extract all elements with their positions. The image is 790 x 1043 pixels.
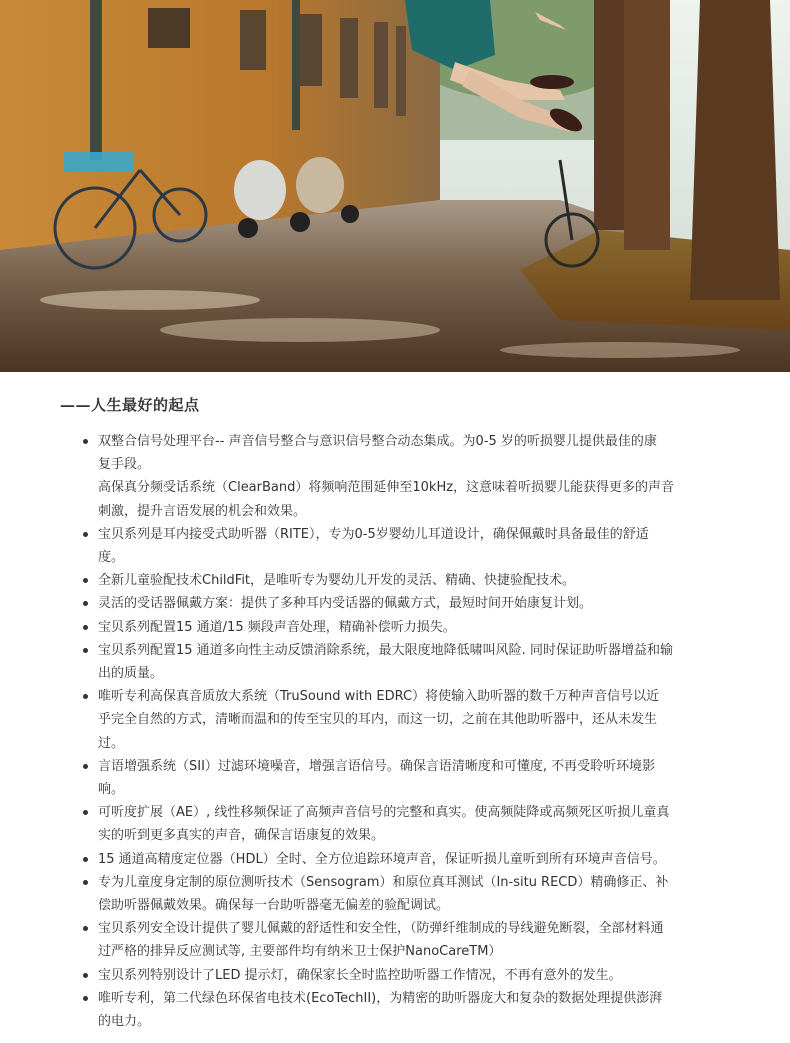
bullet-icon	[83, 973, 88, 978]
feature-text-line: 响。	[98, 782, 125, 798]
hero-photo	[0, 0, 790, 372]
feature-text-line: 可听度扩展（AE）, 线性移频保证了高频声音信号的完整和真实。使高频陡降或高频死区听损儿童真	[98, 805, 670, 821]
bullet-icon	[83, 764, 88, 769]
bullet-icon	[83, 694, 88, 699]
feature-text-line: 宝贝系列配置15 通道/15 频段声音处理，精确补偿听力损失。	[98, 619, 456, 635]
feature-list-item	[98, 755, 724, 801]
bullet-icon	[83, 439, 88, 444]
feature-text-line: 度。	[98, 550, 125, 566]
feature-text-line: 宝贝系列配置15 通道多向性主动反馈消除系统，最大限度地降低啸叫风险. 同时保证助听器增益和输	[98, 642, 673, 658]
feature-list-item	[98, 616, 724, 639]
street-photo-image	[0, 0, 790, 372]
feature-list-item	[98, 685, 724, 755]
feature-list	[98, 430, 724, 1033]
feature-list-item	[98, 871, 724, 917]
bullet-icon	[83, 880, 88, 885]
feature-text-line: 偿助听器佩戴效果。确保每一台助听器毫无偏差的验配调试。	[98, 898, 450, 914]
feature-text-line: 宝贝系列安全设计提供了婴儿佩戴的舒适性和安全性，（防弹纤维制成的导线避免断裂，全部材料通	[98, 921, 664, 937]
bullet-icon	[83, 926, 88, 931]
bullet-icon	[83, 625, 88, 630]
feature-text-line: 唯听专利高保真音质放大系统（TruSound with EDRC）将使输入助听器的数千万种声音信号以近	[98, 689, 660, 705]
feature-text-line: 过严格的排异反应测试等, 主要部件均有纳米卫士保护NanoCareTM）	[98, 944, 502, 960]
feature-text-line: 乎完全自然的方式，清晰而温和的传至宝贝的耳内，而这一切，之前在其他助听器中，还从未发生	[98, 712, 658, 728]
feature-list-item	[98, 801, 724, 847]
feature-list-item	[98, 639, 724, 685]
feature-list-item	[98, 917, 724, 963]
feature-text-line: 宝贝系列特别设计了LED 提示灯，确保家长全时监控助听器工作情况，不再有意外的发生。	[98, 967, 622, 983]
feature-list-item	[98, 430, 724, 523]
bullet-icon	[83, 648, 88, 653]
feature-text-line: 出的质量。	[98, 666, 164, 682]
feature-text-line: 过。	[98, 735, 125, 751]
bullet-icon	[83, 810, 88, 815]
bullet-icon	[83, 601, 88, 606]
feature-list-item	[98, 987, 724, 1033]
feature-text-line: 刺激，提升言语发展的机会和效果。	[98, 503, 307, 519]
feature-text-line: 高保真分频受话系统（ClearBand）将频响范围延伸至10kHz，这意味着听损婴儿能获得更多的声音	[98, 480, 675, 496]
feature-list-item	[98, 569, 724, 592]
feature-list-item	[98, 592, 724, 615]
feature-text-line: 宝贝系列是耳内接受式助听器（RITE），专为0-5岁婴幼儿耳道设计，确保佩戴时具备最佳的舒适	[98, 526, 649, 542]
feature-text-line: 的电力。	[98, 1014, 151, 1030]
feature-text-line: 15 通道高精度定位器（HDL）全时、全方位追踪环境声音，保证听损儿童听到所有环境声音信号。	[98, 851, 666, 867]
feature-list-item	[98, 848, 724, 871]
feature-text-line: 唯听专利，第二代绿色环保省电技术(EcoTechII)，为精密的助听器庞大和复杂的数据处理提供澎湃	[98, 990, 663, 1006]
feature-text-line: 实的听到更多真实的声音，确保言语康复的效果。	[98, 828, 385, 844]
feature-text-line: 灵活的受话器佩戴方案：提供了多种耳内受话器的佩戴方式，最短时间开始康复计划。	[98, 596, 593, 612]
feature-text-line: 全新儿童验配技术ChildFit，是唯听专为婴幼儿开发的灵活、精确、快捷验配技术。	[98, 573, 576, 589]
feature-list-item	[98, 523, 724, 569]
feature-text-line: 复手段。	[98, 457, 151, 473]
article-heading: ——人生最好的起点	[60, 396, 200, 414]
feature-text-line: 专为儿童度身定制的原位测听技术（Sensogram）和原位真耳测试（In-situ RECD）精确修正、补	[98, 874, 669, 890]
bullet-icon	[83, 996, 88, 1001]
bullet-icon	[83, 532, 88, 537]
feature-text-line: 言语增强系统（SII）过滤环境噪音，增强言语信号。确保言语清晰度和可懂度, 不再受聆听环境影	[98, 758, 656, 774]
bullet-icon	[83, 578, 88, 583]
feature-text-line: 双整合信号处理平台-- 声音信号整合与意识信号整合动态集成。为0-5 岁的听损婴儿提供最佳的康	[98, 434, 657, 449]
bullet-icon	[83, 857, 88, 862]
feature-list-item	[98, 964, 724, 987]
